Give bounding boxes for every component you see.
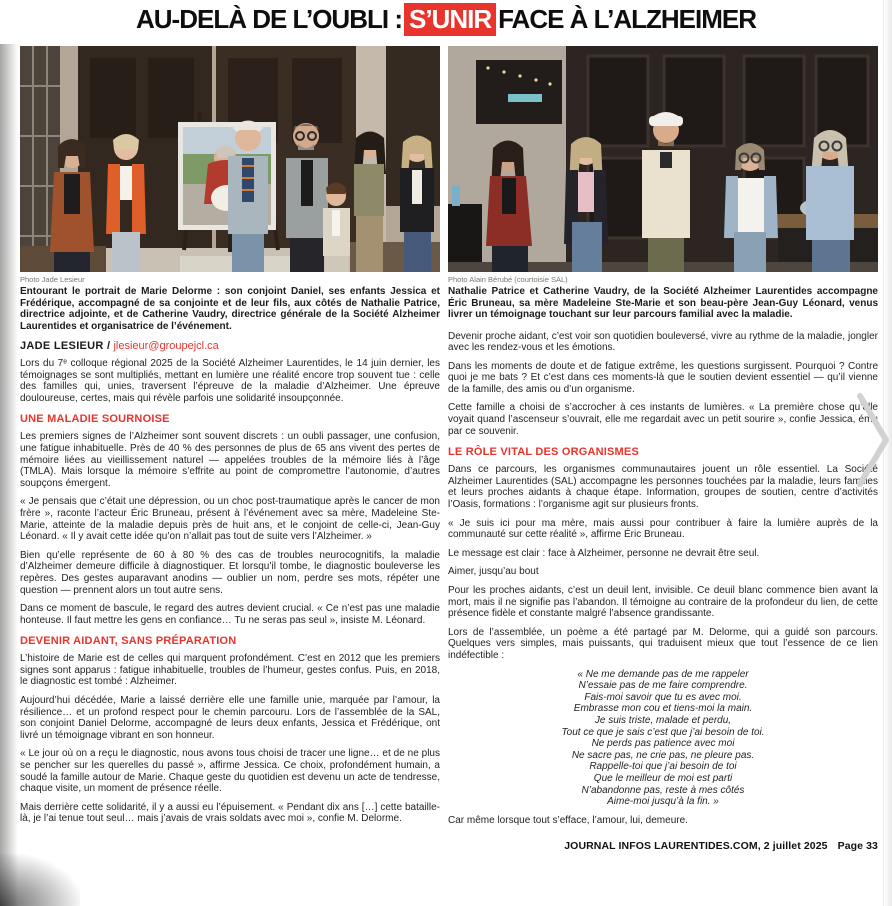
- poem-line: N’essaie pas de me faire comprendre.: [578, 680, 748, 692]
- byline: [20, 340, 440, 353]
- section-heading-devenir-aidant: DEVENIR AIDANT, SANS PRÉPARATION: [20, 635, 237, 648]
- article-paragraph: Aimer, jusqu’au bout: [448, 566, 539, 578]
- article-paragraph: Mais derrière cette solidarité, il y a aussi eu l’épuisement. « Pendant dix ans […] cette bataille-là, je l’ai tenue tout seul… mais j’avais de vrais soldats avec moi », confie M. Delorme.: [20, 801, 440, 825]
- photo-left: [20, 46, 440, 272]
- article-paragraph: Pour les proches aidants, c’est un deuil lent, invisible. Ce deuil blanc commence bien avant la mort, mais il ne signifie pas l’abandon. Il témoigne au contraire de la profondeur du lien, de cette présence fidèle et constante malgré l’absence grandissante.: [448, 585, 878, 620]
- article-paragraph: Dans ce parcours, les organismes communautaires jouent un rôle essentiel. La Société Alzheimer Laurentides (SAL) accompagne les personnes touchées par la maladie, leurs familles et leurs proches aidants à chaque étape. Information, groupes de soutien, centre d’activités l’Oasis, formations : l’organisme agit sur plusieurs fronts.: [448, 464, 878, 511]
- article-paragraph: « Je suis ici pour ma mère, mais aussi pour contribuer à faire la lumière auprès de la communauté sur cette réalité », affirme Éric Bruneau.: [448, 517, 878, 541]
- poem-line: Rappelle-toi que j’ai besoin de toi: [589, 761, 737, 773]
- poem-line: Ne sacre pas, ne crie pas, ne pleure pas.: [571, 749, 755, 761]
- poem-line: Ne perds pas patience avec moi: [591, 738, 735, 750]
- page-footer: [448, 840, 878, 852]
- section-heading-maladie-sournoise: UNE MALADIE SOURNOISE: [20, 413, 170, 426]
- photo-left-caption: Entourant le portrait de Marie Delorme : son conjoint Daniel, ses enfants Jessica et Frédérique, accompagné de sa conjointe et de leur fils, aux côtés de Nathalie Patrice, directrice adjointe, et de Catherine Vaudry, directrice générale de la Société Alzheimer Laurentides et organisatrice de l’événement.: [20, 286, 440, 332]
- poem-line: « Ne me demande pas de me rappeler: [577, 668, 749, 680]
- photo-left-credit: Photo Jade Lesieur: [20, 275, 85, 284]
- left-column: [20, 46, 440, 832]
- page-title-highlight: S’UNIR: [404, 3, 496, 36]
- page-title: [0, 4, 892, 35]
- left-photo-illustration: [20, 46, 440, 272]
- photo-right: [448, 46, 878, 272]
- page-corner-shadow: [0, 854, 80, 906]
- poem-line: Embrasse mon cou et tiens-moi la main.: [573, 703, 753, 715]
- poem-line: Fais-moi savoir que tu es avec moi.: [584, 691, 742, 703]
- page-number: Page 33: [837, 840, 878, 853]
- article-paragraph: Le message est clair : face à Alzheimer, personne ne devrait être seul.: [448, 547, 760, 559]
- article-paragraph: L’histoire de Marie est de celles qui marquent profondément. C’est en 2012 que les premiers signes sont apparus : fatigue inhabituelle, troubles de l’humeur, gestes confus. Puis, en 2018, le diagnostic est tombé : Alzheimer.: [20, 653, 440, 688]
- left-column-text: [20, 358, 440, 825]
- right-photo-illustration: [448, 46, 878, 272]
- page-title-post: FACE À L’ALZHEIMER: [498, 4, 757, 34]
- byline-author: JADE LESIEUR /: [20, 340, 111, 352]
- right-column: [448, 46, 878, 852]
- closing-sentence: Car même lorsque tout s’efface, l’amour, lui, demeure.: [448, 814, 688, 826]
- photo-right-caption: Nathalie Patrice et Catherine Vaudry, de la Société Alzheimer Laurentides accompagne Éric Bruneau, sa mère Madeleine Ste-Marie et son beau-père Jean-Guy Léonard, venus livrer un témoignage touchant sur leur parcours familial avec la maladie.: [448, 286, 878, 320]
- right-column-text: [448, 331, 878, 853]
- photo-right-credit: Photo Alain Bérubé (courtoisie SAL): [448, 275, 568, 284]
- poem-line: Aime-moi jusqu’à la fin. »: [607, 796, 719, 808]
- article-paragraph: Les premiers signes de l’Alzheimer sont souvent discrets : un oubli passager, une confusion, une fatigue inhabituelle. Près de 40 % des personnes de plus de 65 ans vivent des pertes de mémoire liées au vieillissement naturel — appelées troubles de la mémoire liés à l’âge (TMLA). Mais lorsque la mémoire s’effrite au point de compromettre l’autonomie, d’autres soupçons émergent.: [20, 431, 440, 489]
- poem-line: Je suis triste, malade et perdu,: [594, 714, 732, 726]
- article-paragraph: « Le jour où on a reçu le diagnostic, nous avons tous choisi de tracer une ligne… et de ne plus se pencher sur les querelles du passé », affirme Jessica. Ce choix, profondément humain, a soudé la famille autour de Marie. Chaque geste du quotidien est devenu un acte de tendresse, chaque visite, un moment de présence réelle.: [20, 748, 440, 795]
- article-paragraph: Devenir proche aidant, c’est voir son quotidien bouleversé, vivre au rythme de la maladie, jongler avec les rendez-vous et les émotions.: [448, 330, 878, 354]
- article-paragraph: Dans les moments de doute et de fatigue extrême, les questions surgissent. Pourquoi ? Contre quoi je me bats ? Et c’est dans ces moments-là que le soutien devient essentiel — qu’il vienne de la famille, des amis ou d’un organisme.: [448, 360, 878, 395]
- article-paragraph: Dans ce moment de bascule, le regard des autres devient crucial. « Ce n’est pas une maladie honteuse. Il faut mettre les gens en confiance… Tu ne seras pas seul », insiste M. Léonard.: [20, 603, 440, 626]
- article-paragraph: Cette famille a choisi de s’accrocher à ces instants de lumières. « La première chose qu’elle voyait quand l’ascenseur s’ouvrait, elle me regardait avec un petit sourire », confie Jessica, ému par ce souvenir.: [448, 402, 878, 437]
- journal-name-date: JOURNAL INFOS LAURENTIDES.COM, 2 juillet 2025: [564, 840, 828, 853]
- poem-line: Tout ce que je sais c’est que j’ai besoin de toi.: [561, 726, 765, 738]
- page-title-pre: AU-DELÀ DE L’OUBLI :: [135, 4, 402, 34]
- page-gutter-shadow: [0, 44, 18, 906]
- poem-line: Que le meilleur de moi est parti: [593, 772, 733, 784]
- article-paragraph: « Je pensais que c’était une dépression, ou un choc post-traumatique après le cancer de mon frère », raconte l’acteur Éric Bruneau, présent à l’événement avec sa mère, Madeleine Ste-Marie, atteinte de la maladie depuis près de huit ans, et le conjoint de celle-ci, Jean-Guy Léonard. « Il y avait cette idée qu’on n’allait pas tout de suite vers l’Alzheimer. »: [20, 496, 440, 543]
- article-paragraph: Lors du 7ᵉ colloque régional 2025 de la Société Alzheimer Laurentides, le 14 juin dernier, les témoignages se sont multipliés, mettant en lumière une réalité encore trop souvent tue : celle des familles qui, unies, traversent l’épreuve de la maladie d’Alzheimer. Une épreuve douloureuse, certes, mais qui révèle parfois une solidarité insoupçonnée.: [20, 358, 440, 404]
- poem: [448, 669, 878, 808]
- poem-line: N’abandonne pas, reste à mes côtés: [581, 784, 745, 796]
- article-paragraph: Lors de l’assemblée, un poème a été partagé par M. Delorme, qui a guidé son parcours. Quelques vers simples, mais puissants, qui traduisent mieux que tout l’essence de ce lien indéfectible :: [448, 626, 878, 661]
- section-heading-role-vital: LE RÔLE VITAL DES ORGANISMES: [448, 446, 639, 459]
- byline-email: jlesieur@groupejcl.ca: [113, 340, 219, 352]
- article-paragraph: Aujourd’hui décédée, Marie a laissé derrière elle une famille unie, marquée par l’amour, la résilience… et un profond respect pour le chemin parcouru. Lors de l’assemblée de la SAL, son conjoint Daniel Delorme, accompagné de leurs deux enfants, Jessica et Frédérique, ont livré un témoignage vibrant en son honneur.: [20, 695, 440, 741]
- article-paragraph: Bien qu’elle représente de 60 à 80 % des cas de troubles neurocognitifs, la maladie d’Alzheimer demeure difficile à diagnostiquer. Et lorsqu’il tombe, le diagnostic bouleverse les repères. Des gestes auparavant anodins — oublier un nom, perdre ses mots, répéter une question — prennent alors un tout autre sens.: [20, 549, 440, 596]
- page-next-chevron-icon[interactable]: [854, 388, 892, 492]
